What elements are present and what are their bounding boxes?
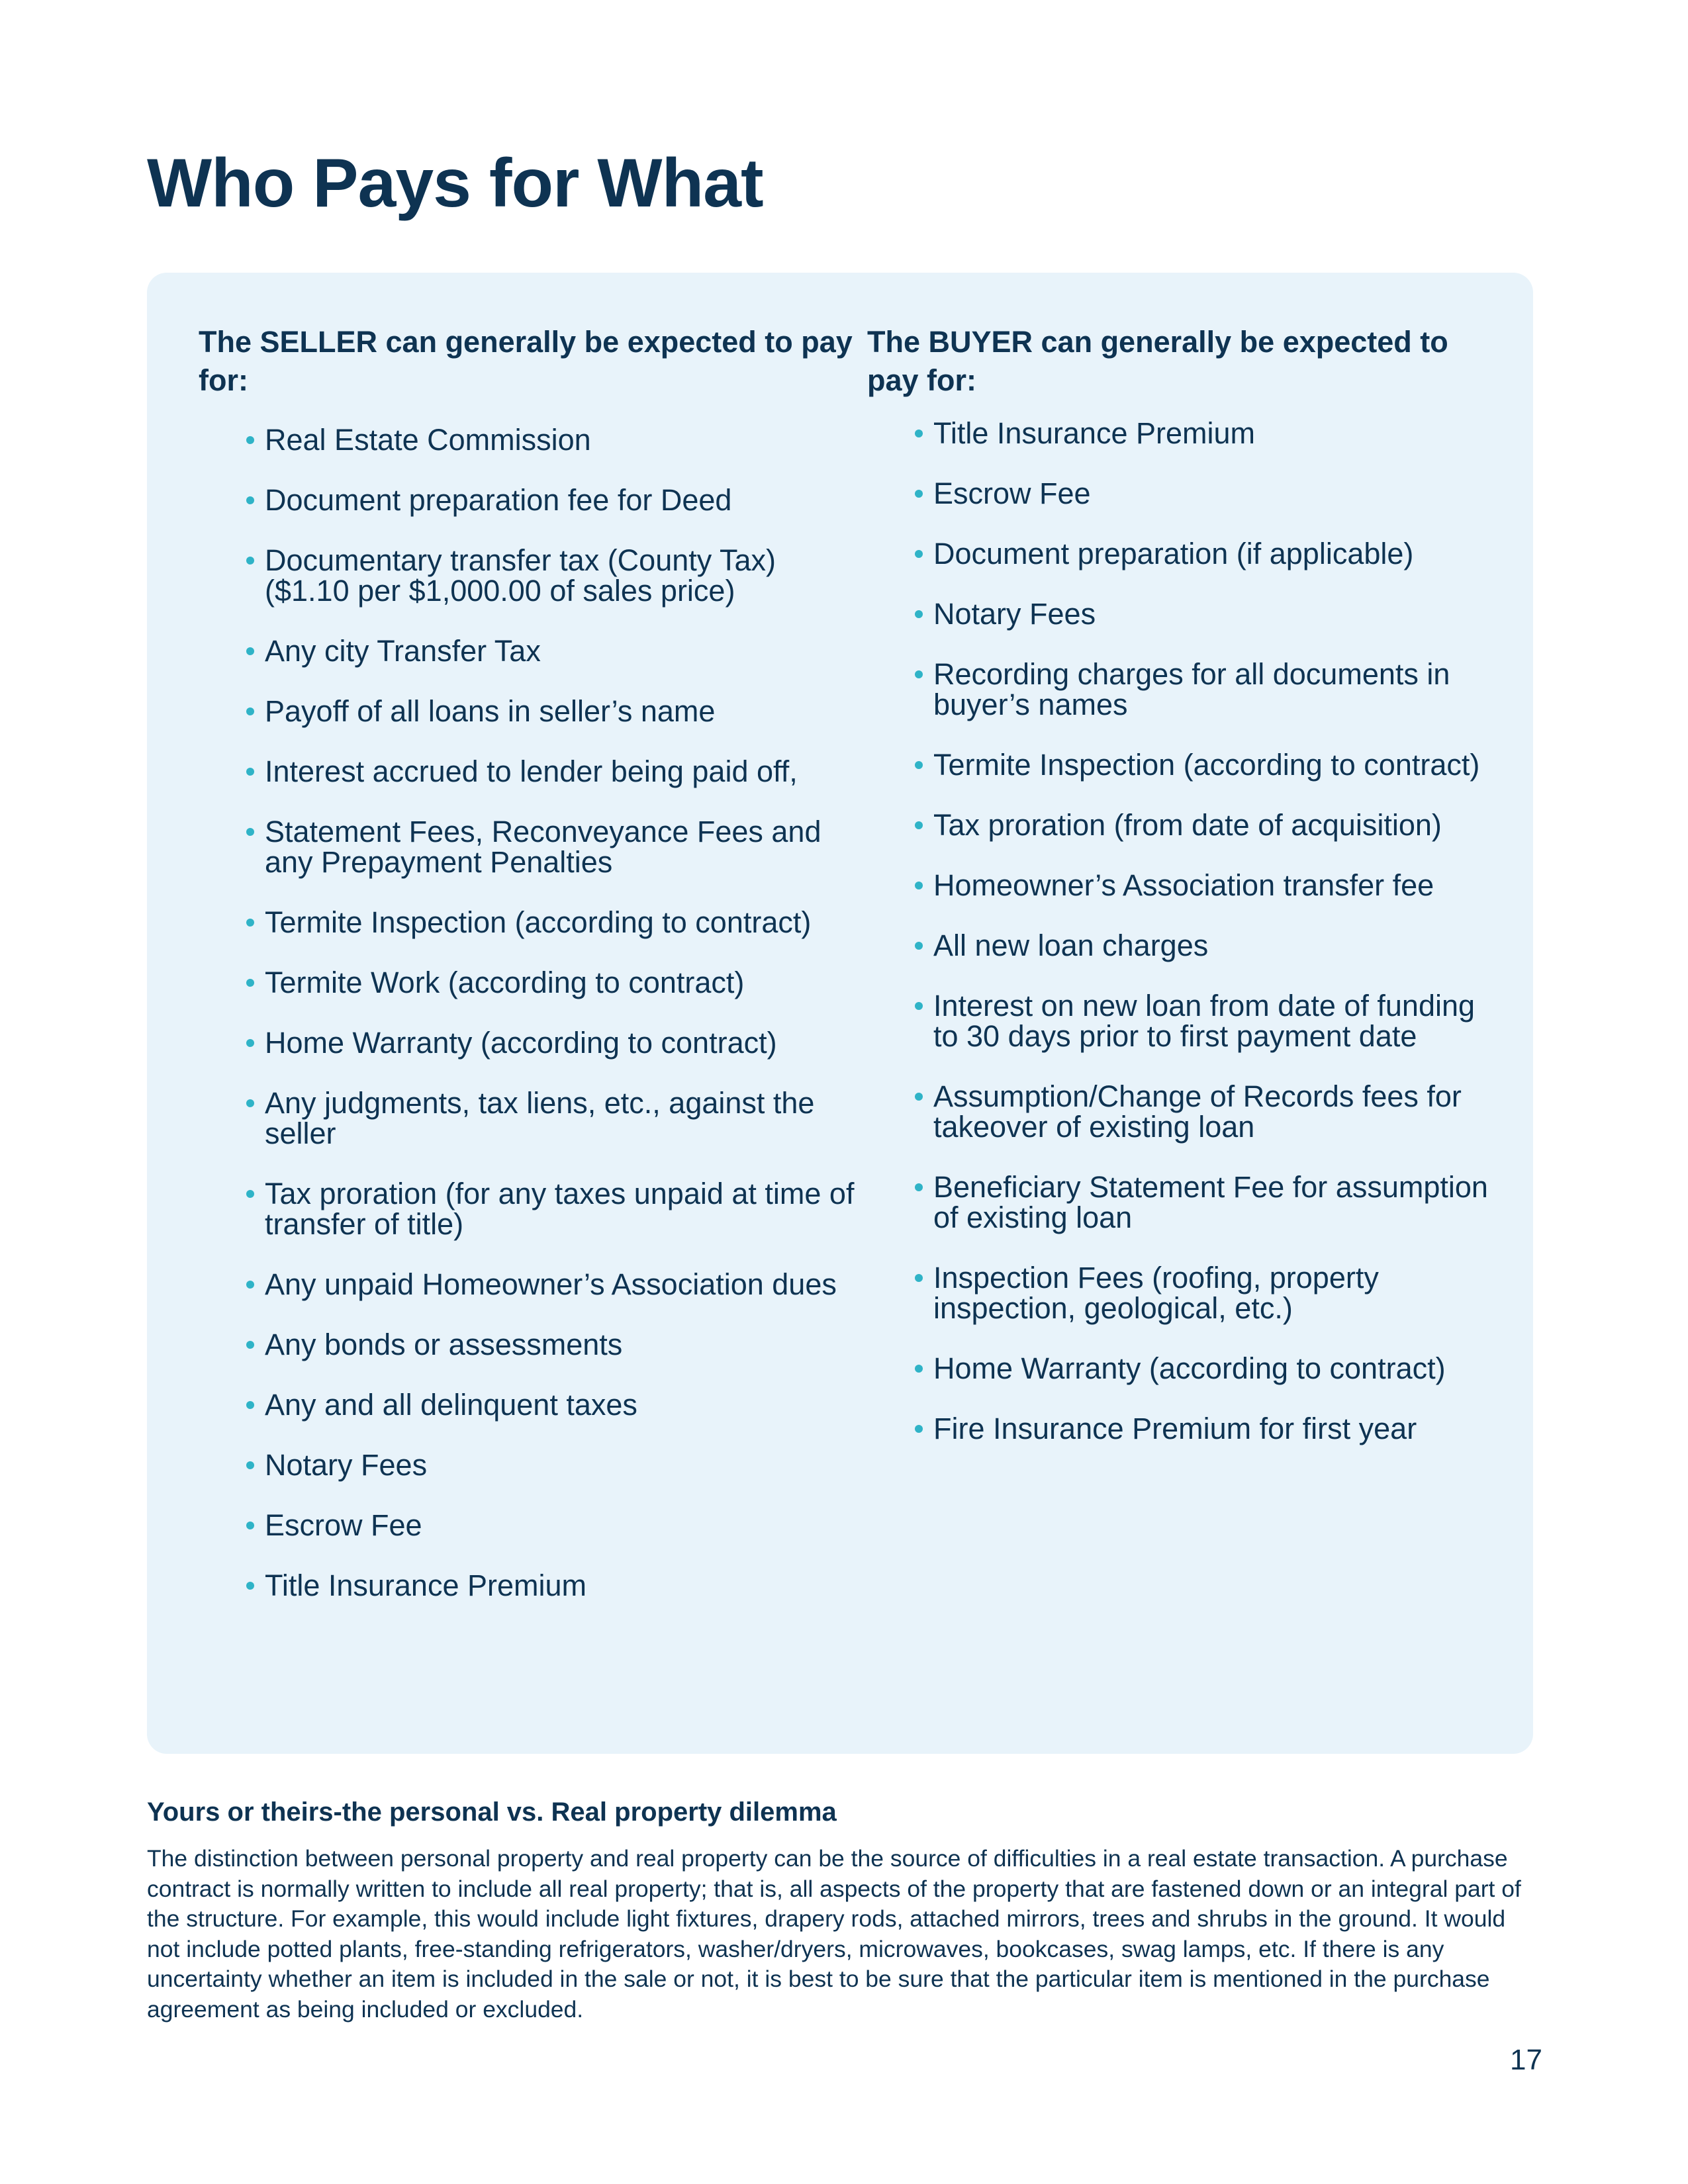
buyer-list-item xyxy=(915,418,1503,449)
seller-list-item xyxy=(246,1510,861,1541)
buyer-list-item xyxy=(915,1414,1503,1444)
buyer-list-item xyxy=(915,870,1503,901)
bullet-dot-icon xyxy=(915,821,923,829)
seller-item-text: Real Estate Commission xyxy=(265,423,591,457)
seller-item-text: Any city Transfer Tax xyxy=(265,634,541,668)
seller-item-text: Any and all delinquent taxes xyxy=(265,1388,637,1422)
seller-list-item xyxy=(246,425,861,455)
buyer-list-item xyxy=(915,931,1503,961)
bullet-dot-icon xyxy=(915,610,923,618)
seller-list-item xyxy=(246,485,861,516)
bullet-dot-icon xyxy=(246,1190,254,1198)
seller-item-text: Any bonds or assessments xyxy=(265,1328,623,1361)
bullet-dot-icon xyxy=(915,550,923,558)
buyer-list-item xyxy=(915,1081,1503,1142)
buyer-item-text: Tax proration (from date of acquisition) xyxy=(933,808,1442,842)
buyer-list xyxy=(915,418,1503,1444)
buyer-list-item xyxy=(915,1172,1503,1233)
seller-list-item xyxy=(246,1330,861,1360)
seller-item-text: Statement Fees, Reconveyance Fees and any Prepayment Penalties xyxy=(265,815,821,879)
buyer-list-item xyxy=(915,478,1503,509)
seller-item-text: Termite Work (according to contract) xyxy=(265,966,745,999)
bullet-dot-icon xyxy=(915,670,923,678)
bullet-dot-icon xyxy=(246,919,254,927)
seller-list-item xyxy=(246,696,861,727)
seller-list-item xyxy=(246,1028,861,1058)
seller-list-item xyxy=(246,756,861,787)
buyer-list-item xyxy=(915,991,1503,1052)
bullet-dot-icon xyxy=(246,1522,254,1529)
seller-item-text: Interest accrued to lender being paid off, xyxy=(265,754,798,788)
seller-item-text: Document preparation fee for Deed xyxy=(265,483,732,517)
seller-item-text: Termite Inspection (according to contract) xyxy=(265,905,812,939)
seller-item-text: Title Insurance Premium xyxy=(265,1569,586,1602)
buyer-item-text: Title Insurance Premium xyxy=(933,416,1255,450)
property-section-heading: Yours or theirs-the personal vs. Real property dilemma xyxy=(147,1797,837,1827)
seller-item-text: Payoff of all loans in seller’s name xyxy=(265,694,716,728)
seller-item-text: Any unpaid Homeowner’s Association dues xyxy=(265,1267,837,1301)
buyer-item-text: Recording charges for all documents in buyer’s names xyxy=(933,657,1450,721)
buyer-item-text: Escrow Fee xyxy=(933,477,1091,510)
page-number: 17 xyxy=(1510,2044,1542,2076)
bullet-dot-icon xyxy=(915,430,923,437)
bullet-dot-icon xyxy=(246,1341,254,1349)
buyer-list-item xyxy=(915,659,1503,720)
buyer-item-text: Document preparation (if applicable) xyxy=(933,537,1414,570)
buyer-item-text: Beneficiary Statement Fee for assumption of existing loan xyxy=(933,1170,1488,1234)
buyer-heading: The BUYER can generally be expected to pay for: xyxy=(867,325,1448,397)
bullet-dot-icon xyxy=(246,1582,254,1590)
bullet-dot-icon xyxy=(915,1365,923,1373)
bullet-dot-icon xyxy=(246,557,254,565)
bullet-dot-icon xyxy=(246,828,254,836)
seller-list-item xyxy=(246,1570,861,1601)
seller-list-item xyxy=(246,1088,861,1149)
seller-list-item xyxy=(246,817,861,878)
bullet-dot-icon xyxy=(915,1093,923,1101)
who-pays-panel xyxy=(147,273,1533,1754)
page-title: Who Pays for What xyxy=(147,145,763,222)
seller-list-item xyxy=(246,1179,861,1240)
seller-column xyxy=(199,323,861,1631)
seller-list-item xyxy=(246,968,861,998)
bullet-dot-icon xyxy=(915,1274,923,1282)
bullet-dot-icon xyxy=(915,761,923,769)
seller-list-item xyxy=(246,545,861,606)
seller-list-item xyxy=(246,1450,861,1480)
bullet-dot-icon xyxy=(915,1425,923,1433)
buyer-item-text: Notary Fees xyxy=(933,597,1096,631)
seller-item-text: Home Warranty (according to contract) xyxy=(265,1026,777,1060)
bullet-dot-icon xyxy=(915,882,923,889)
seller-list xyxy=(246,425,861,1601)
bullet-dot-icon xyxy=(246,1039,254,1047)
bullet-dot-icon xyxy=(915,942,923,950)
seller-item-text: Any judgments, tax liens, etc., against the seller xyxy=(265,1086,815,1150)
buyer-list-item xyxy=(915,539,1503,569)
bullet-dot-icon xyxy=(246,768,254,776)
buyer-list-item xyxy=(915,1353,1503,1384)
bullet-dot-icon xyxy=(246,1281,254,1289)
buyer-list-item xyxy=(915,810,1503,841)
seller-item-text: Documentary transfer tax (County Tax) ($1.10 per $1,000.00 of sales price) xyxy=(265,543,776,608)
buyer-item-text: Home Warranty (according to contract) xyxy=(933,1351,1446,1385)
bullet-dot-icon xyxy=(246,707,254,715)
buyer-item-text: Inspection Fees (roofing, property inspection, geological, etc.) xyxy=(933,1261,1379,1325)
buyer-list-item xyxy=(915,1263,1503,1324)
buyer-item-text: Interest on new loan from date of funding to 30 days prior to first payment date xyxy=(933,989,1476,1053)
bullet-dot-icon xyxy=(246,1461,254,1469)
buyer-item-text: Assumption/Change of Records fees for takeover of existing loan xyxy=(933,1079,1462,1144)
bullet-dot-icon xyxy=(915,490,923,498)
buyer-list-item xyxy=(915,750,1503,780)
seller-list-item xyxy=(246,1269,861,1300)
buyer-list-item xyxy=(915,599,1503,629)
buyer-item-text: All new loan charges xyxy=(933,929,1209,962)
bullet-dot-icon xyxy=(246,496,254,504)
seller-item-text: Notary Fees xyxy=(265,1448,428,1482)
buyer-column xyxy=(867,323,1503,1474)
buyer-item-text: Fire Insurance Premium for first year xyxy=(933,1412,1417,1445)
property-section-body: The distinction between personal property and real property can be the source of difficulties in a real estate transaction. A purchase contract is normally written to include all real property; that is, all aspects of the property that are fastened down or an integral part of the structure. For example, this would include light fixtures, drapery rods, attached mirrors, trees and shrubs in the ground. It would not include potted plants, free-standing refrigerators, washer/dryers, microwaves, bookcases, swag lamps, etc. If there is any uncertainty whether an item is included in the sale or not, it is best to be sure that the particular item is mentioned in the purchase agreement as being included or excluded. xyxy=(147,1845,1521,2023)
bullet-dot-icon xyxy=(246,1099,254,1107)
bullet-dot-icon xyxy=(246,436,254,444)
seller-item-text: Escrow Fee xyxy=(265,1508,422,1542)
buyer-item-text: Termite Inspection (according to contract) xyxy=(933,748,1480,782)
bullet-dot-icon xyxy=(246,1401,254,1409)
bullet-dot-icon xyxy=(246,647,254,655)
seller-list-item xyxy=(246,1390,861,1420)
seller-heading: The SELLER can generally be expected to pay for: xyxy=(199,325,853,397)
seller-list-item xyxy=(246,636,861,666)
bullet-dot-icon xyxy=(246,979,254,987)
bullet-dot-icon xyxy=(915,1183,923,1191)
bullet-dot-icon xyxy=(915,1002,923,1010)
seller-list-item xyxy=(246,907,861,938)
seller-item-text: Tax proration (for any taxes unpaid at time of transfer of title) xyxy=(265,1177,855,1241)
buyer-item-text: Homeowner’s Association transfer fee xyxy=(933,868,1434,902)
